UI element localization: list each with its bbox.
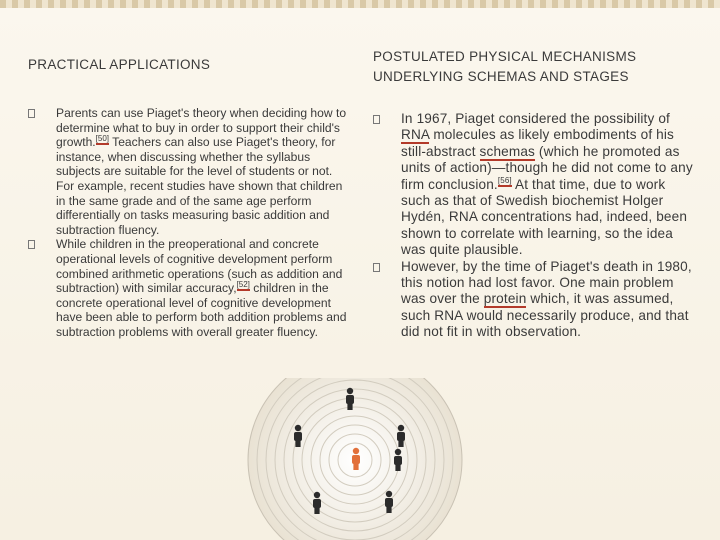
list-item bbox=[373, 111, 698, 259]
schemas-link[interactable]: schemas bbox=[479, 143, 535, 159]
list-item bbox=[373, 259, 698, 341]
item-text: (which he promoted as units of action)—though he did not come to any firm conclusion. bbox=[401, 143, 693, 192]
protein-link[interactable]: protein bbox=[483, 291, 527, 307]
practical-applications-list bbox=[28, 106, 353, 340]
rna-link[interactable]: RNA bbox=[401, 127, 430, 143]
item-text: Parents can use Piaget's theory when deciding how to determine what to buy in order to support their child's growth. bbox=[56, 106, 347, 150]
physical-mechanisms-column bbox=[373, 47, 698, 341]
bullet-icon bbox=[28, 109, 35, 118]
list-item bbox=[28, 106, 353, 237]
item-text: Teachers can also use Piaget's theory, for instance, when discussing whether the syllabus subjects are suitable for the level of students or not. For example, recent studies have shown that children in the same grade and of the same age perform differentially on tasks measuring basic addition and subtraction fluency. bbox=[56, 135, 343, 237]
physical-mechanisms-list bbox=[373, 111, 698, 341]
item-text: In 1967, Piaget considered the possibility of bbox=[401, 111, 670, 126]
practical-applications-heading: PRACTICAL APPLICATIONS bbox=[28, 57, 211, 72]
physical-mechanisms-heading bbox=[373, 47, 698, 87]
citation-link[interactable]: [56] bbox=[497, 176, 512, 186]
bullet-icon bbox=[28, 240, 35, 249]
concentric-circles-people-graphic bbox=[245, 378, 465, 540]
heading-line-2: UNDERLYING SCHEMAS AND STAGES bbox=[373, 69, 629, 84]
item-text: which, it was assumed, such RNA would necessarily produce, and that did not fit in with observation. bbox=[401, 291, 689, 340]
item-text: At that time, due to work such as that of Swedish biochemist Holger Hydén, RNA concentrations had, indeed, been shown to correlate with learning, so the idea was quite plausible. bbox=[401, 176, 688, 258]
heading-line-1: POSTULATED PHYSICAL MECHANISMS bbox=[373, 49, 637, 64]
item-text: children in the concrete operational level of cognitive development have been able to perform both addition problems and subtraction problems with overall greater fluency. bbox=[56, 281, 347, 339]
item-text: While children in the preoperational and concrete operational levels of cognitive development perform combined arithmetic operations (such as addition and subtraction) with similar accuracy, bbox=[56, 237, 343, 296]
item-text: However, by the time of Piaget's death in 1980, this notion had lost favor. One main problem was over the bbox=[401, 258, 692, 307]
decorative-top-border bbox=[0, 0, 720, 8]
list-item bbox=[28, 237, 353, 339]
bullet-icon bbox=[373, 263, 380, 272]
citation-link[interactable]: [50] bbox=[95, 134, 110, 144]
citation-link[interactable]: [52] bbox=[236, 280, 250, 290]
practical-applications-column bbox=[28, 55, 353, 340]
bullet-icon bbox=[373, 115, 380, 124]
item-text: molecules as likely embodiments of his still-abstract bbox=[401, 127, 675, 159]
